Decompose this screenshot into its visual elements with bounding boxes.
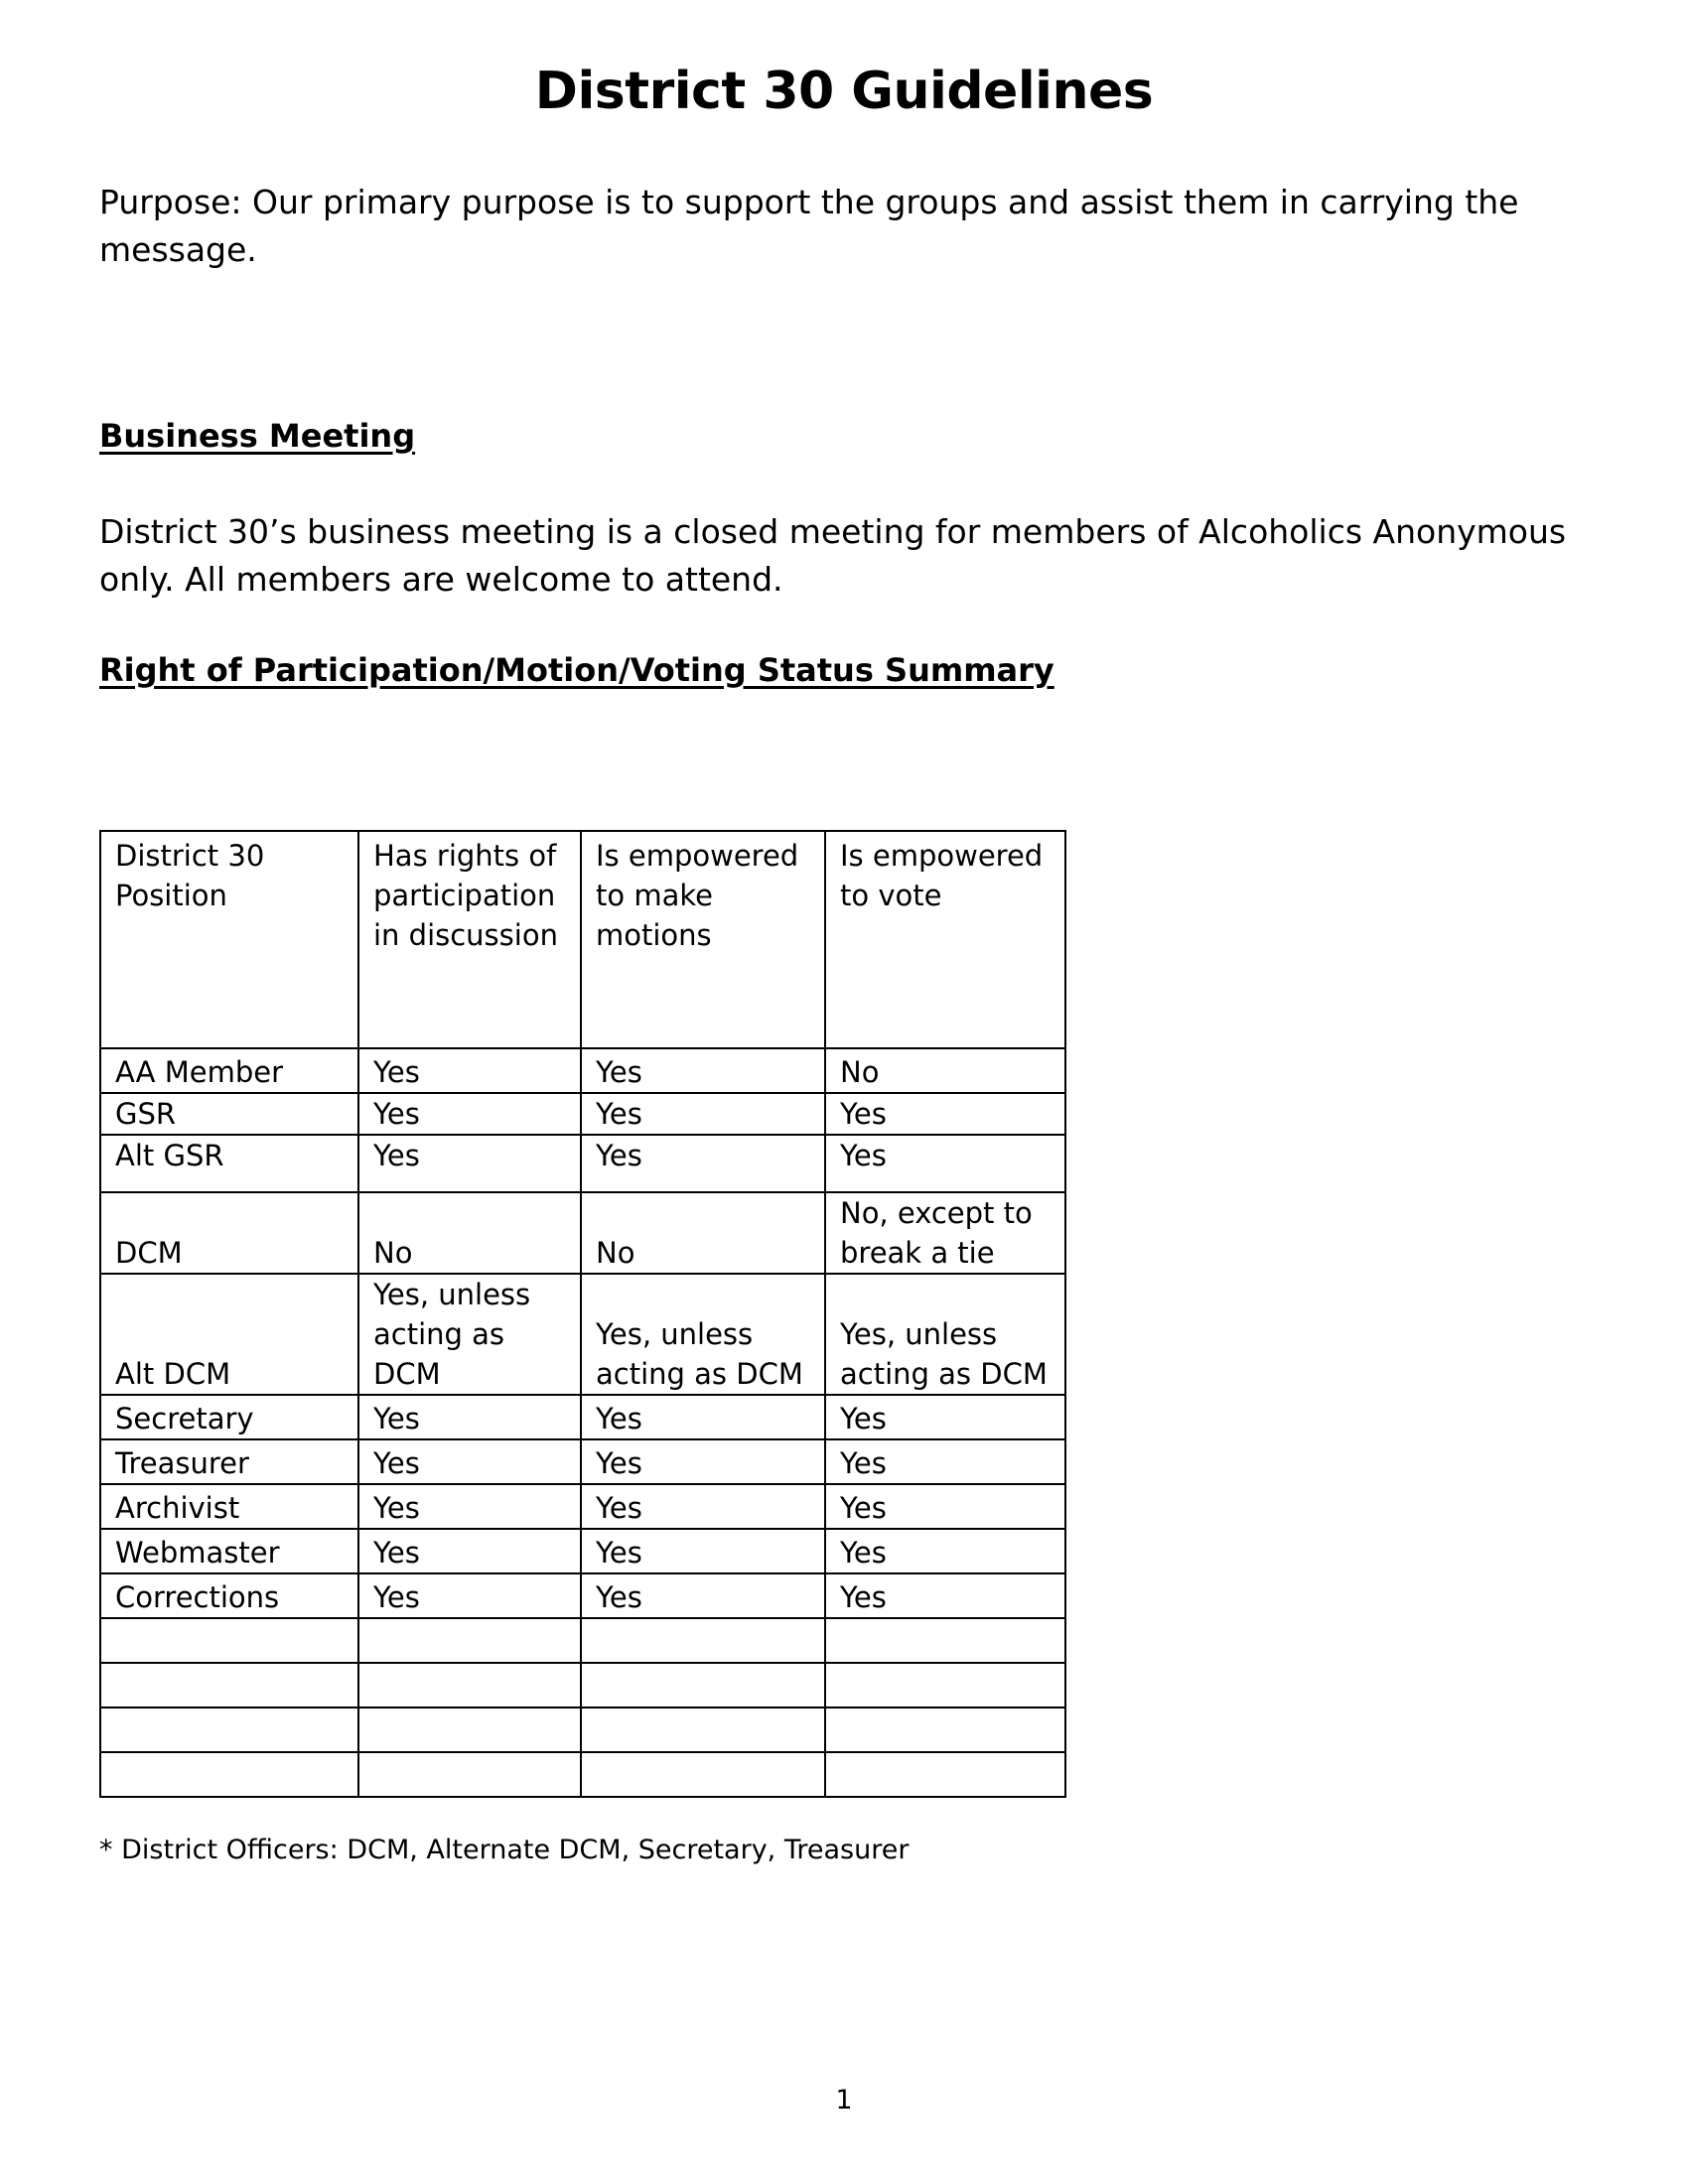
- table-cell: [100, 1752, 358, 1797]
- page-number: 1: [835, 2085, 853, 2116]
- table-cell: Archivist: [100, 1484, 358, 1529]
- table-cell: Yes: [581, 1439, 825, 1484]
- table-cell: Webmaster: [100, 1529, 358, 1573]
- table-cell: [825, 1707, 1065, 1752]
- table-cell: Yes: [358, 1439, 581, 1484]
- table-cell: Treasurer: [100, 1439, 358, 1484]
- table-row: [100, 1093, 1065, 1135]
- table-cell: [100, 1663, 358, 1707]
- table-cell: Yes: [825, 1573, 1065, 1618]
- table-cell: Yes: [581, 1395, 825, 1439]
- table-row: [100, 1135, 1065, 1192]
- table-cell: Yes: [358, 1573, 581, 1618]
- table-cell: No, except to break a tie: [825, 1192, 1065, 1274]
- table-cell: [100, 1618, 358, 1663]
- table-cell: [100, 1707, 358, 1752]
- table-cell: [581, 1752, 825, 1797]
- table-cell: Alt GSR: [100, 1135, 358, 1192]
- header-cell-position: District 30 Position: [100, 831, 358, 1048]
- table-cell: [358, 1618, 581, 1663]
- table-row: [100, 1752, 1065, 1797]
- table-row: [100, 1484, 1065, 1529]
- table-row: [100, 1663, 1065, 1707]
- table-cell: Yes, unless acting as DCM: [358, 1274, 581, 1395]
- district-officers-footnote: * District Officers: DCM, Alternate DCM, Secretary, Treasurer: [99, 1835, 910, 1865]
- table-cell: Yes: [358, 1484, 581, 1529]
- table-cell: Yes: [358, 1093, 581, 1135]
- business-meeting-paragraph: District 30’s business meeting is a closed meeting for members of Alcoholics Anonymous only. All members are welcome to attend.: [99, 512, 1567, 599]
- table-cell: No: [358, 1192, 581, 1274]
- table-cell: Yes: [825, 1439, 1065, 1484]
- table-cell: Yes, unless acting as DCM: [581, 1274, 825, 1395]
- table-cell: Yes: [825, 1093, 1065, 1135]
- table-cell: [358, 1663, 581, 1707]
- table-cell: Yes: [581, 1573, 825, 1618]
- table-cell: [358, 1707, 581, 1752]
- table-cell: [581, 1663, 825, 1707]
- table-cell: Secretary: [100, 1395, 358, 1439]
- table-row: [100, 1395, 1065, 1439]
- table-cell: [581, 1618, 825, 1663]
- header-cell-motions: Is empowered to make motions: [581, 831, 825, 1048]
- document-title: District 30 Guidelines: [534, 62, 1154, 121]
- table-cell: Yes: [358, 1395, 581, 1439]
- table-cell: [825, 1663, 1065, 1707]
- table-cell: Yes: [581, 1093, 825, 1135]
- table-cell: Yes: [825, 1395, 1065, 1439]
- table-cell: GSR: [100, 1093, 358, 1135]
- table-cell: Yes: [358, 1048, 581, 1093]
- header-cell-vote: Is empowered to vote: [825, 831, 1065, 1048]
- table-cell: No: [581, 1192, 825, 1274]
- table-cell: [825, 1618, 1065, 1663]
- table-cell: DCM: [100, 1192, 358, 1274]
- table-cell: Yes: [581, 1529, 825, 1573]
- table-row: [100, 1529, 1065, 1573]
- table-cell: Yes: [825, 1484, 1065, 1529]
- table-row: [100, 1707, 1065, 1752]
- table-cell: [825, 1752, 1065, 1797]
- table-cell: Yes: [358, 1135, 581, 1192]
- table-cell: [581, 1707, 825, 1752]
- table-cell: Yes: [825, 1135, 1065, 1192]
- table-cell: [358, 1752, 581, 1797]
- purpose-paragraph: Purpose: Our primary purpose is to support the groups and assist them in carrying the message.: [99, 183, 1519, 269]
- table-cell: Yes: [825, 1529, 1065, 1573]
- table-row: [100, 1439, 1065, 1484]
- table-row: [100, 1274, 1065, 1395]
- table-cell: Yes: [581, 1484, 825, 1529]
- table-row: [100, 1573, 1065, 1618]
- table-cell: AA Member: [100, 1048, 358, 1093]
- table-cell: Alt DCM: [100, 1274, 358, 1395]
- table-header-row: [100, 831, 1065, 1048]
- table-row: [100, 1192, 1065, 1274]
- table-cell: Yes: [358, 1529, 581, 1573]
- table-row: [100, 1048, 1065, 1093]
- table-cell: Corrections: [100, 1573, 358, 1618]
- table-cell: Yes, unless acting as DCM: [825, 1274, 1065, 1395]
- business-meeting-heading: Business Meeting: [99, 417, 416, 455]
- table-cell: Yes: [581, 1135, 825, 1192]
- status-summary-table: [99, 830, 1066, 1798]
- status-summary-heading: Right of Participation/Motion/Voting Status Summary: [99, 651, 1055, 689]
- table-cell: Yes: [581, 1048, 825, 1093]
- table-cell: No: [825, 1048, 1065, 1093]
- header-cell-participation: Has rights of participation in discussion: [358, 831, 581, 1048]
- table-row: [100, 1618, 1065, 1663]
